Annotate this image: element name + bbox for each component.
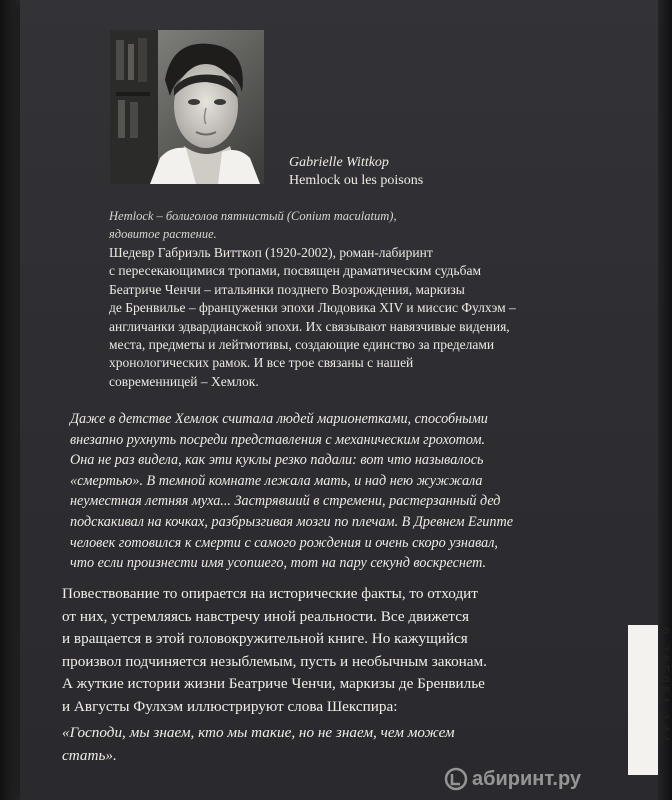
quote-line: человек готовился к смерти с самого рождения и очень скоро узнавал,	[70, 534, 498, 551]
quote-line: внезапно рухнуть посреди представления с механическим грохотом.	[70, 431, 486, 448]
paragraph-line: современницей – Хемлок.	[109, 373, 259, 389]
author-name: Gabrielle Wittkop	[289, 155, 389, 170]
paragraph-line: де Бренвилье – француженки эпохи Людовика XIV и миссис Фулхэм –	[109, 300, 516, 316]
summary-paragraph	[62, 583, 487, 719]
paragraph-line: Беатриче Ченчи – итальянки позднего Возрождения, маркизы	[109, 281, 465, 297]
note-line: Hemlock – болиголов пятнистый (Conium maculatum),	[109, 209, 397, 223]
quote-line: «смертью». В темной комнате лежала мать, и над нею жужжала	[70, 472, 483, 489]
paragraph-line: англичанки эдвардианской эпохи. Их связывают навязчивые видения,	[109, 318, 510, 334]
quote-line: неуместная летняя муха... Застрявший в стремени, растерзанный дед	[70, 493, 501, 510]
excerpt-quote	[70, 409, 513, 574]
paragraph-line: от них, устремляясь навстречу иной реальности. Все движется	[62, 607, 469, 625]
paragraph-line: места, предметы и лейтмотивы, создающие единство за пределами	[109, 337, 495, 353]
labirint-watermark	[444, 767, 581, 791]
paragraph-line: с пересекающимися тропами, посвящен драматическим судьбам	[109, 263, 481, 279]
shakespeare-quote	[62, 722, 455, 767]
original-title: Hemlock ou les poisons	[289, 173, 424, 188]
paragraph-line: Шедевр Габриэль Витткоп (1920-2002), роман-лабиринт	[109, 245, 433, 260]
quote-line: подскакивал на кочках, разбрызгивая мозги по плечам. В Древнем Египте	[70, 513, 513, 530]
quote-line: Она не раз видела, как эти куклы резко падали: вот что называлось	[70, 452, 484, 469]
author-photo	[110, 30, 264, 184]
note-line: ядовитое растение.	[109, 227, 217, 241]
paragraph-line: А жуткие истории жизни Беатриче Ченчи, маркизы де Бренвилье	[62, 675, 485, 693]
paragraph-line: хронологических рамок. И все трое связаны с нашей	[109, 355, 414, 371]
book-spine-shadow	[0, 0, 20, 800]
paragraph-line: и Августы Фулхэм иллюстрируют слова Шекспира:	[62, 697, 398, 715]
paragraph-line: произвол подчиняется незыблемым, пусть и необычным законам.	[62, 652, 487, 670]
quote-line: Даже в детстве Хемлок считала людей марионетками, способными	[70, 411, 488, 427]
paragraph-line: и вращается в этой головокружительной книге. Но кажущийся	[62, 630, 468, 648]
description-paragraph	[109, 244, 516, 391]
quote-line: «Господи, мы знаем, кто мы такие, но не знаем, чем можем	[62, 724, 455, 741]
isbn-digits: 9 785981 144	[657, 627, 672, 745]
author-credit	[289, 154, 423, 190]
paragraph-line: Повествование то опирается на исторические факты, то отходит	[62, 585, 478, 602]
watermark-text: абиринт.ру	[472, 767, 582, 790]
quote-line: стать».	[62, 746, 117, 764]
quote-line: что если произнести имя усопшего, тот на пару секунд воскреснет.	[70, 555, 487, 572]
labirint-logo-icon	[444, 767, 468, 791]
hemlock-definition-note	[109, 207, 529, 243]
